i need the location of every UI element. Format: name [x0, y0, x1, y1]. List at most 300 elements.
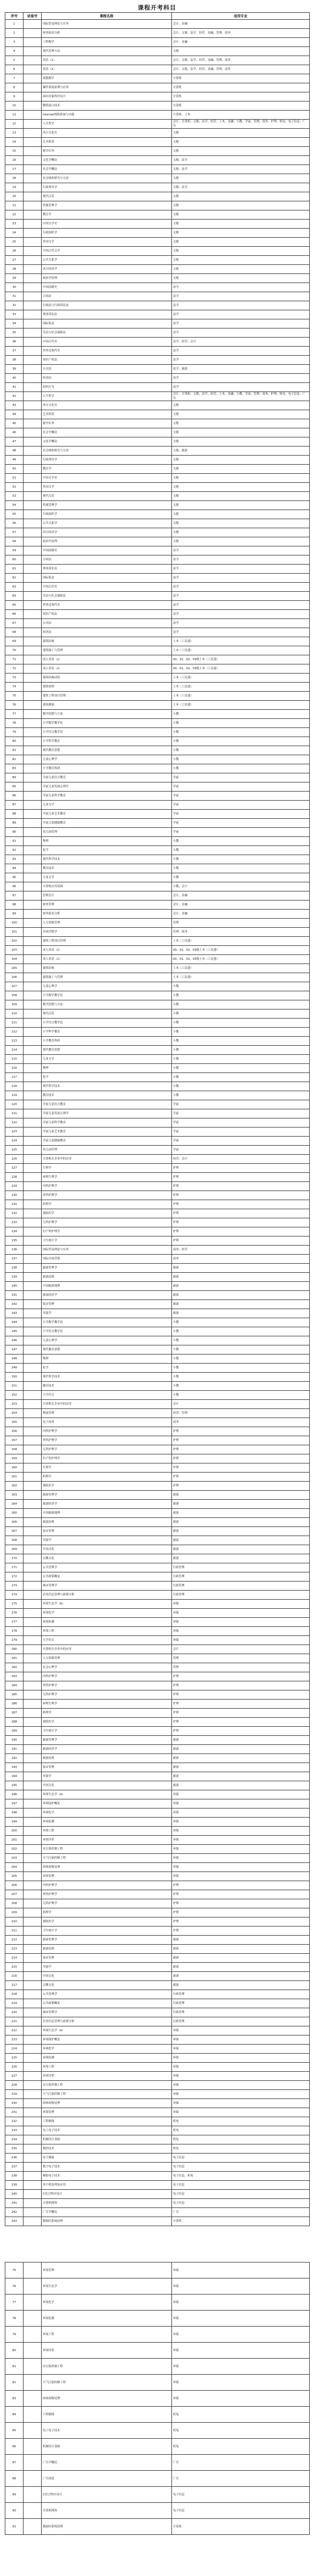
cell-seq: 35 — [5, 328, 23, 338]
cell-course-name: 药理学 — [42, 1709, 172, 1718]
cell-course-name: 公共管理学 — [42, 1563, 172, 1572]
cell-seq: 175 — [5, 1600, 23, 1609]
cell-major: 护理 — [172, 1427, 310, 1436]
cell-seq: 80 — [5, 737, 23, 746]
table-row — [5, 1463, 310, 1473]
cell-major: 行政管理 — [172, 1572, 310, 1581]
table-row — [5, 2503, 310, 2519]
cell-major: 文秘 — [172, 492, 310, 501]
cell-seq: 160 — [5, 1463, 23, 1473]
cell-paper-code — [23, 2017, 42, 2026]
cell-major: 环保 — [172, 2343, 310, 2359]
table-row — [5, 2135, 310, 2144]
table-row — [5, 846, 310, 855]
table-row — [5, 1990, 310, 1999]
table-row — [5, 1518, 310, 1527]
cell-course-name: 儿童文学 — [42, 873, 172, 882]
cell-major: 旅游 — [172, 1527, 310, 1536]
cell-paper-code — [23, 1845, 42, 1854]
cell-course-name: 中国古代史 — [42, 338, 172, 347]
cell-major: 文秘 — [172, 474, 310, 483]
cell-seq: 7 — [5, 74, 23, 83]
cell-course-name: 英语（1） — [42, 56, 172, 65]
cell-paper-code — [23, 764, 42, 773]
cell-paper-code — [23, 1454, 42, 1463]
cell-course-name: 中国法制史 — [42, 546, 172, 555]
table-row — [5, 1128, 310, 1137]
table-row — [5, 1327, 310, 1336]
cell-paper-code — [23, 1645, 42, 1654]
cell-course-name: 物理 — [42, 837, 172, 846]
cell-course-name: 财务报表分析 — [42, 910, 172, 919]
table-row — [5, 2035, 310, 2045]
cell-seq: 52 — [5, 483, 23, 492]
table-row — [5, 474, 310, 483]
cell-course-name: 微机接口技术 — [42, 101, 172, 111]
table-row — [5, 1600, 310, 1609]
cell-seq: 130 — [5, 1191, 23, 1200]
course-table — [5, 12, 310, 2226]
table-row — [5, 1082, 310, 1091]
cell-paper-code — [23, 247, 42, 256]
cell-seq: 81 — [5, 2359, 23, 2375]
cell-paper-code — [23, 1100, 42, 1109]
cell-paper-code — [23, 1954, 42, 1963]
page-title: 课程开考科目 — [138, 4, 176, 11]
cell-course-name: 旅游法规 — [42, 1754, 172, 1763]
cell-seq: 104 — [5, 955, 23, 964]
cell-paper-code — [23, 2163, 42, 2172]
cell-seq: 48 — [5, 447, 23, 456]
table-row — [5, 1454, 310, 1463]
table-row — [5, 492, 310, 501]
cell-major: 小教 — [172, 1354, 310, 1364]
cell-major: 法学 — [172, 283, 310, 292]
cell-course-name: 教育技术 — [42, 864, 172, 873]
table-row — [5, 1418, 310, 1427]
cell-course-name: 市场营销学 — [42, 928, 172, 937]
cell-course-name: 幼儿园管理 — [42, 828, 172, 837]
cell-course-name: 现代管理方法 — [42, 47, 172, 56]
cell-seq: 95 — [5, 873, 23, 882]
cell-paper-code — [23, 2135, 42, 2144]
cell-paper-code — [23, 1554, 42, 1563]
cell-seq: 87 — [5, 2455, 23, 2471]
cell-major: 护理 — [172, 1482, 310, 1491]
table-row — [5, 873, 310, 882]
cell-major: 环保 — [172, 2099, 310, 2108]
cell-course-name: C语言程序设计 — [42, 2487, 172, 2503]
cell-major: 护理 — [172, 1690, 310, 1700]
cell-paper-code — [23, 1745, 42, 1754]
cell-seq: 238 — [5, 2172, 23, 2181]
table-row — [5, 782, 310, 792]
cell-seq: 218 — [5, 1990, 23, 1999]
cell-paper-code — [23, 2035, 42, 2045]
table-row — [5, 1908, 310, 1917]
cell-seq: 139 — [5, 1273, 23, 1282]
cell-major: 法学 — [172, 583, 310, 592]
cell-major: 学前 — [172, 792, 310, 801]
cell-course-name: 大气污染控制工程 — [42, 2090, 172, 2099]
cell-seq: 56 — [5, 519, 23, 528]
cell-seq: 55 — [5, 510, 23, 519]
table-row — [5, 465, 310, 474]
table-row — [5, 2117, 310, 2126]
cell-course-name: 环境生态学（A） — [42, 1600, 172, 1609]
cell-major: 护理 — [172, 1473, 310, 1482]
cell-course-name: 现代教育思想 — [42, 1046, 172, 1055]
cell-seq: 165 — [5, 1509, 23, 1518]
cell-paper-code — [23, 1409, 42, 1418]
table-row — [5, 1681, 310, 1690]
cell-seq: 138 — [5, 1264, 23, 1273]
cell-seq: 23 — [5, 220, 23, 229]
table-row — [5, 2072, 310, 2081]
cell-course-name: 小学科学教育 — [42, 1028, 172, 1037]
table-row — [5, 1863, 310, 1872]
cell-course-name: 学前儿童语言教育 — [42, 773, 172, 782]
cell-paper-code — [23, 1854, 42, 1863]
table-row — [5, 1509, 310, 1518]
cell-seq: 230 — [5, 2099, 23, 2108]
cell-major: 文秘 — [172, 174, 310, 183]
cell-paper-code — [23, 2026, 42, 2035]
cell-major: 学前 — [172, 1100, 310, 1109]
cell-major: 小教 — [172, 737, 310, 746]
cell-paper-code — [23, 1636, 42, 1645]
cell-course-name: 化学 — [42, 1073, 172, 1082]
table-row — [5, 1772, 310, 1781]
cell-course-name: 档案管理学 — [42, 201, 172, 210]
cell-major: 环保 — [172, 1827, 310, 1836]
cell-seq: 132 — [5, 1209, 23, 1218]
cell-course-name: 生理学 — [42, 1463, 172, 1473]
table-row — [5, 1400, 310, 1409]
cell-major: 学前 — [172, 773, 310, 782]
cell-course-name: 文化学概论 — [42, 437, 172, 447]
cell-major: 学前 — [172, 828, 310, 837]
cell-major: 文秘 — [172, 456, 310, 465]
cell-paper-code — [23, 1473, 42, 1482]
cell-course-name: 合同法 — [42, 555, 172, 565]
cell-major: 文秘、法学 — [172, 183, 310, 192]
cell-course-name: 学前儿童健康教育 — [42, 819, 172, 828]
cell-seq: 195 — [5, 1781, 23, 1790]
cell-seq: 6 — [5, 65, 23, 74]
cell-course-name: 妇产科护理学 — [42, 1454, 172, 1463]
cell-course-name: 数据库系统原理 — [42, 2519, 172, 2535]
cell-course-name: 小学教育科研 — [42, 1037, 172, 1046]
cell-seq: 216 — [5, 1972, 23, 1981]
cell-major: 旅游 — [172, 1291, 310, 1300]
cell-paper-code — [23, 1354, 42, 1364]
cell-course-name: 计算机应用基础 — [42, 882, 172, 891]
cell-paper-code — [23, 1236, 42, 1246]
cell-course-name: 秘书实务 — [42, 419, 172, 428]
cell-course-name: 西方文化史 — [42, 129, 172, 138]
cell-paper-code — [23, 1818, 42, 1827]
cell-major: 旅游 — [172, 1772, 310, 1781]
cell-major: 护理 — [172, 1881, 310, 1890]
cell-major: 学前 — [172, 810, 310, 819]
table-row — [5, 238, 310, 247]
cell-seq: 126 — [5, 1155, 23, 1164]
cell-course-name: 学前儿童艺术教育 — [42, 810, 172, 819]
cell-seq: 191 — [5, 1745, 23, 1754]
cell-course-name: 成人英语（2） — [42, 955, 172, 964]
cell-seq: 117 — [5, 1073, 23, 1082]
cell-paper-code — [23, 2262, 42, 2279]
cell-major: 环保 — [172, 2063, 310, 2072]
cell-seq: 37 — [5, 347, 23, 356]
cell-paper-code — [23, 447, 42, 456]
cell-course-name: 药理学 — [42, 1908, 172, 1917]
cell-paper-code — [23, 2108, 42, 2117]
table-row — [5, 1917, 310, 1927]
table-row — [5, 2126, 310, 2135]
cell-course-name: 工程制图 — [42, 2117, 172, 2126]
cell-course-name: 儿童心理学 — [42, 755, 172, 764]
cell-seq: 63 — [5, 583, 23, 592]
cell-paper-code — [23, 728, 42, 737]
cell-course-name: 艺术欣赏 — [42, 138, 172, 147]
table-row — [5, 2295, 310, 2311]
cell-seq: 136 — [5, 1246, 23, 1255]
cell-seq: 2 — [5, 29, 23, 38]
cell-seq: 120 — [5, 1100, 23, 1109]
cell-seq: 10 — [5, 101, 23, 111]
cell-course-name: 环境评价 — [42, 1836, 172, 1845]
cell-seq: 25 — [5, 238, 23, 247]
cell-major: 电子信息 — [172, 2199, 310, 2208]
cell-course-name: 环境工程 — [42, 1827, 172, 1836]
cell-course-name: 西方经济学 — [42, 265, 172, 274]
cell-major: 护理 — [172, 1218, 310, 1227]
cell-paper-code — [23, 165, 42, 174]
cell-course-name: 环境工程 — [42, 2327, 172, 2343]
cell-major: 小教 — [172, 837, 310, 846]
table-row — [5, 1064, 310, 1073]
cell-major: 法学 — [172, 301, 310, 310]
table-row — [5, 2045, 310, 2054]
table-row — [5, 1073, 310, 1082]
cell-paper-code — [23, 1690, 42, 1700]
cell-seq: 123 — [5, 1128, 23, 1137]
table-row — [5, 973, 310, 982]
cell-major: 环保 — [172, 2035, 310, 2045]
cell-seq: 146 — [5, 1336, 23, 1345]
cell-paper-code — [23, 2471, 42, 2487]
cell-course-name: 人力资源管理 — [42, 1654, 172, 1663]
cell-major: 文秘 — [172, 510, 310, 519]
cell-course-name: 化学 — [42, 846, 172, 855]
cell-seq: 4 — [5, 47, 23, 56]
table-row — [5, 356, 310, 365]
cell-major: 文秘、法学 — [172, 165, 310, 174]
cell-seq: 24 — [5, 229, 23, 238]
cell-major: 环保 — [172, 1636, 310, 1645]
cell-paper-code — [23, 592, 42, 601]
cell-course-name: 现代科学技术 — [42, 1082, 172, 1091]
cell-paper-code — [23, 692, 42, 701]
cell-major: 小教 — [172, 719, 310, 728]
cell-major: 电子信息 — [172, 2503, 310, 2519]
cell-major: 环保 — [172, 2375, 310, 2391]
cell-paper-code — [23, 83, 42, 92]
cell-course-name: 旅游经济学 — [42, 1291, 172, 1300]
cell-major: 00、01、02、03级土木（工民建） — [172, 946, 310, 955]
cell-course-name: 环境工程 — [42, 1627, 172, 1636]
cell-seq: 197 — [5, 1799, 23, 1808]
table-row — [5, 2154, 310, 2163]
cell-course-name: 企业信息管理与政策分析 — [42, 2017, 172, 2026]
cell-major: 会计、文秘、法学、经营、金融、管理、商务 — [172, 65, 310, 74]
cell-course-name: 广告创意 — [42, 2471, 172, 2487]
cell-course-name: 旅游管理学 — [42, 1936, 172, 1945]
cell-course-name: 现代科学技术 — [42, 1373, 172, 1382]
cell-paper-code — [23, 873, 42, 882]
cell-seq: 201 — [5, 1836, 23, 1845]
cell-major: 护理 — [172, 1890, 310, 1899]
cell-paper-code — [23, 1772, 42, 1781]
cell-paper-code — [23, 1572, 42, 1581]
cell-major: 环保 — [172, 2072, 310, 2081]
cell-paper-code — [23, 2144, 42, 2154]
table-row — [5, 1427, 310, 1436]
cell-paper-code — [23, 483, 42, 492]
cell-paper-code — [23, 1327, 42, 1336]
cell-seq: 21 — [5, 201, 23, 210]
cell-seq: 180 — [5, 1645, 23, 1654]
cell-course-name: 国际市场营销 — [42, 1255, 172, 1264]
cell-seq: 88 — [5, 2471, 23, 2487]
cell-paper-code — [23, 1028, 42, 1037]
cell-seq: 96 — [5, 882, 23, 891]
cell-seq: 159 — [5, 1454, 23, 1463]
cell-course-name: 单片机原理及应用 — [42, 2181, 172, 2190]
cell-course-name: 旅游管理学 — [42, 1491, 172, 1500]
cell-course-name: 旅游管理学 — [42, 1736, 172, 1745]
table-row — [5, 2217, 310, 2226]
cell-course-name: 旅游经济学 — [42, 1500, 172, 1509]
cell-major: 小教 — [172, 1345, 310, 1354]
table-row — [5, 592, 310, 601]
cell-major: 文秘 — [172, 256, 310, 265]
cell-paper-code — [23, 1999, 42, 2008]
cell-paper-code — [23, 1291, 42, 1300]
table-row — [5, 1264, 310, 1273]
cell-seq: 237 — [5, 2163, 23, 2172]
cell-major: 文秘 — [172, 410, 310, 419]
cell-seq: 45 — [5, 419, 23, 428]
cell-seq: 188 — [5, 1718, 23, 1727]
cell-course-name: 国际私法 — [42, 319, 172, 328]
cell-major: 学前 — [172, 782, 310, 792]
cell-major: 旅游 — [172, 1954, 310, 1963]
cell-seq: 144 — [5, 1318, 23, 1327]
cell-course-name: 生理学 — [42, 1164, 172, 1173]
cell-paper-code — [23, 1527, 42, 1536]
cell-seq: 181 — [5, 1654, 23, 1663]
table-row — [5, 310, 310, 319]
cell-course-name: 劳动与社会保障法 — [42, 328, 172, 338]
cell-seq: 83 — [5, 764, 23, 773]
cell-paper-code — [23, 1155, 42, 1164]
cell-seq: 49 — [5, 456, 23, 465]
cell-major: 环保 — [172, 2279, 310, 2295]
cell-seq: 28 — [5, 265, 23, 274]
cell-seq: 131 — [5, 1200, 23, 1209]
cell-seq: 11 — [5, 111, 23, 120]
cell-course-name: 小学科学教育 — [42, 737, 172, 746]
cell-course-name: 财务报表分析 — [42, 29, 172, 38]
cell-paper-code — [23, 2054, 42, 2063]
table-row — [5, 610, 310, 619]
cell-paper-code — [23, 428, 42, 437]
table-row — [5, 583, 310, 592]
cell-course-name: 小学数学教学论 — [42, 719, 172, 728]
cell-course-name: 机械设计基础 — [42, 2135, 172, 2144]
cell-major: 旅游 — [172, 1945, 310, 1954]
cell-major: 旅游 — [172, 1781, 310, 1790]
cell-seq: 162 — [5, 1482, 23, 1491]
cell-seq: 90 — [5, 2503, 23, 2519]
cell-paper-code — [23, 1618, 42, 1627]
cell-course-name: 外科护理学 — [42, 1436, 172, 1445]
cell-seq: 14 — [5, 138, 23, 147]
cell-major: 旅游 — [172, 1300, 310, 1309]
cell-seq: 42 — [5, 392, 23, 401]
cell-seq: 182 — [5, 1663, 23, 1672]
cell-paper-code — [23, 74, 42, 83]
cell-course-name: 小学语文教学论 — [42, 1327, 172, 1336]
cell-seq: 69 — [5, 637, 23, 646]
cell-seq: 107 — [5, 982, 23, 991]
table-row — [5, 428, 310, 437]
cell-major: 会计、金融 — [172, 910, 310, 919]
cell-paper-code — [23, 674, 42, 683]
cell-seq: 15 — [5, 147, 23, 156]
table-row — [5, 2172, 310, 2181]
cell-course-name: 广告学概论 — [42, 2455, 172, 2471]
cell-major: 环保 — [172, 2108, 310, 2117]
cell-major: 环保 — [172, 1854, 310, 1863]
cell-major: 护理 — [172, 1227, 310, 1236]
cell-paper-code — [23, 537, 42, 546]
cell-major: 学前 — [172, 1109, 310, 1118]
cell-course-name: 行政组织学 — [42, 229, 172, 238]
cell-seq: 222 — [5, 2026, 23, 2035]
table-row — [5, 574, 310, 583]
cell-seq: 44 — [5, 410, 23, 419]
cell-course-name: 导游学 — [42, 1309, 172, 1318]
cell-paper-code — [23, 1300, 42, 1309]
cell-seq: 75 — [5, 692, 23, 701]
cell-major: 00、01、02、03级土木（工民建） — [172, 655, 310, 664]
cell-course-name: 秘书实务 — [42, 147, 172, 156]
table-row — [5, 637, 310, 646]
cell-course-name: 环境生态学 — [42, 2279, 172, 2295]
cell-course-name: 学前儿童语言教育 — [42, 1100, 172, 1109]
table-row — [5, 2279, 310, 2295]
cell-course-name: 导游学 — [42, 1536, 172, 1545]
table-row — [5, 719, 310, 728]
table-row — [5, 1273, 310, 1282]
table-row — [5, 419, 310, 428]
cell-major: 护理 — [172, 1173, 310, 1182]
cell-seq: 119 — [5, 1091, 23, 1100]
